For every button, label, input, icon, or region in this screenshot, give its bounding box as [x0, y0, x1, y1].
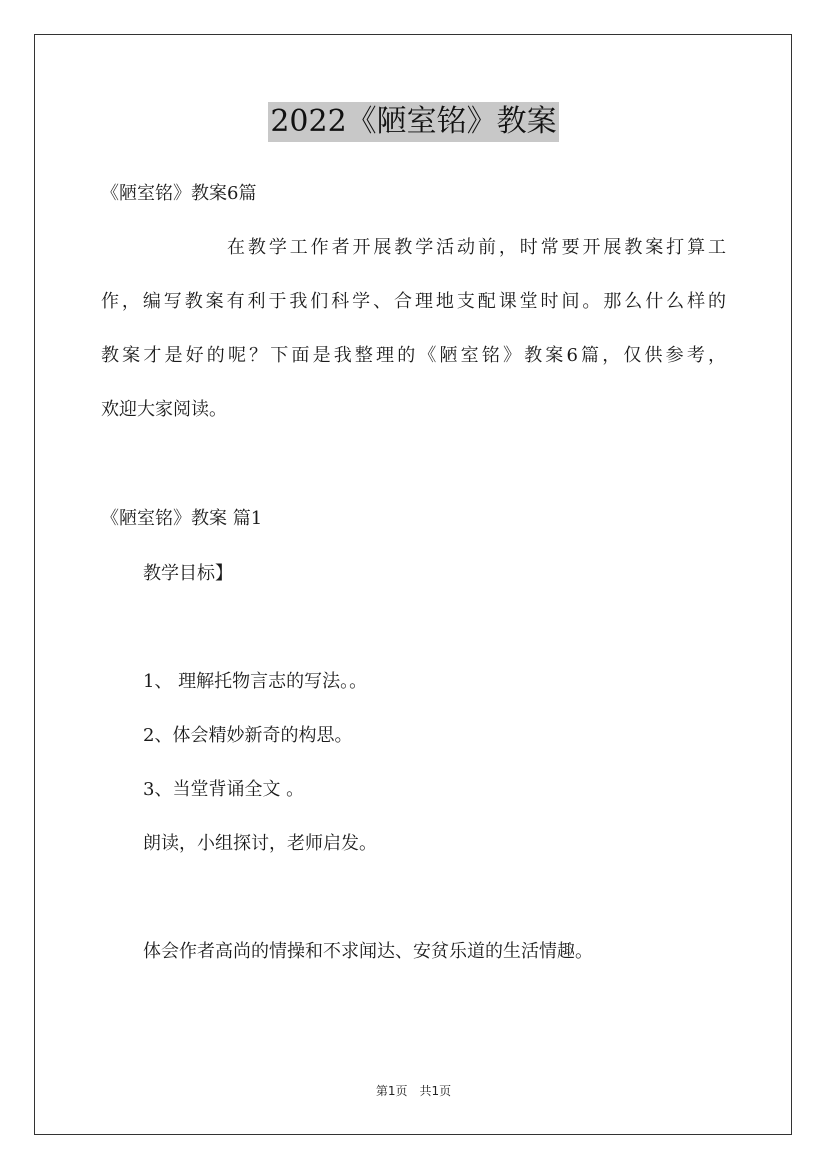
intro-line-4: 欢迎大家阅读。: [101, 399, 227, 420]
objective-item-3: 3、当堂背诵全文 。: [143, 779, 305, 800]
document-title: 2022《陋室铭》教案: [268, 102, 558, 142]
page-number-total: 共1页: [419, 1084, 452, 1098]
emotion-goal: 体会作者高尚的情操和不求闻达、安贫乐道的生活情趣。: [143, 941, 593, 962]
objective-item-1: 1、 理解托物言志的写法。。: [143, 671, 368, 692]
title-container: [0, 102, 827, 142]
objectives-heading: 教学目标】: [143, 563, 233, 584]
page-footer: [0, 1083, 827, 1099]
objective-item-2: 2、体会精妙新奇的构思。: [143, 725, 353, 746]
document-subtitle: 《陋室铭》教案6篇: [101, 183, 257, 204]
intro-line-3: 教案才是好的呢？下面是我整理的《陋室铭》教案6篇，仅供参考，: [101, 345, 726, 366]
teaching-methods: 朗读，小组探讨，老师启发。: [143, 833, 377, 854]
intro-line-2: 作，编写教案有利于我们科学、合理地支配课堂时间。那么什么样的: [101, 291, 726, 312]
section-heading: 《陋室铭》教案 篇1: [101, 508, 263, 529]
intro-line-1: 在教学工作者开展教学活动前，时常要开展教案打算工: [227, 237, 726, 258]
page-number-current: 第1页: [375, 1084, 408, 1098]
